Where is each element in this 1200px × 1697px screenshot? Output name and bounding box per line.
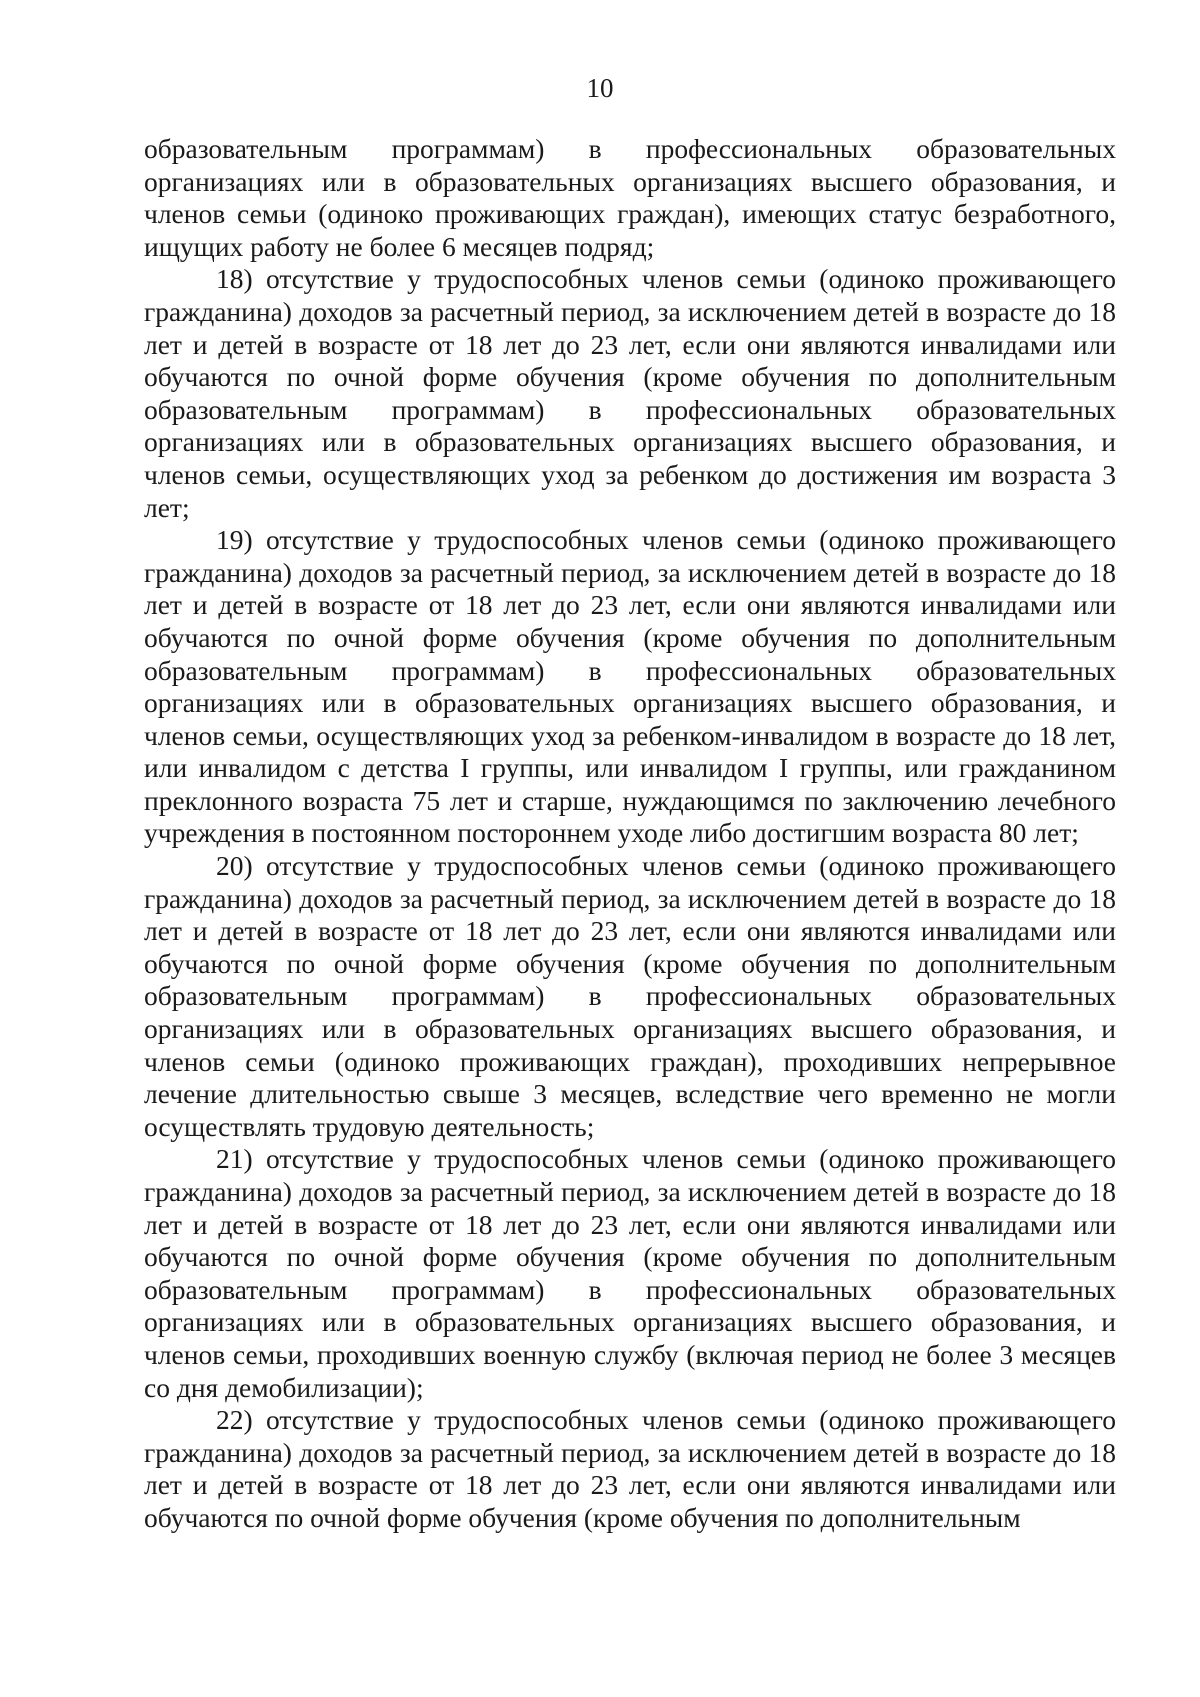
page-number: 10 [586, 73, 614, 103]
paragraph-item-18: 18) отсутствие у трудоспособных членов семьи (одиноко проживающего гражданина) доходов за расчетный период, за исключением детей в возрасте до 18 лет и детей в возрасте от 18 лет до 23 лет, если они являются инвалидами или обучаются по очной форме обучения (кроме обучения по дополнительным образовательным программам) в профессиональных образовательных организациях или в образовательных организациях высшего образования, и членов семьи, осуществляющих уход за ребенком до достижения им возраста 3 лет; [144, 263, 1116, 523]
document-body [144, 133, 1116, 1535]
paragraph-item-21: 21) отсутствие у трудоспособных членов семьи (одиноко проживающего гражданина) доходов за расчетный период, за исключением детей в возрасте до 18 лет и детей в возрасте от 18 лет до 23 лет, если они являются инвалидами или обучаются по очной форме обучения (кроме обучения по дополнительным образовательным программам) в профессиональных образовательных организациях или в образовательных организациях высшего образования, и членов семьи, проходивших военную службу (включая период не более 3 месяцев со дня демобилизации); [144, 1143, 1116, 1403]
paragraph-item-20: 20) отсутствие у трудоспособных членов семьи (одиноко проживающего гражданина) доходов за расчетный период, за исключением детей в возрасте до 18 лет и детей в возрасте от 18 лет до 23 лет, если они являются инвалидами или обучаются по очной форме обучения (кроме обучения по дополнительным образовательным программам) в профессиональных образовательных организациях или в образовательных организациях высшего образования, и членов семьи (одиноко проживающих граждан), проходивших непрерывное лечение длительностью свыше 3 месяцев, вследствие чего временно не могли осуществлять трудовую деятельность; [144, 850, 1116, 1142]
paragraph-item-22: 22) отсутствие у трудоспособных членов семьи (одиноко проживающего гражданина) доходов за расчетный период, за исключением детей в возрасте до 18 лет и детей в возрасте от 18 лет до 23 лет, если они являются инвалидами или обучаются по очной форме обучения (кроме обучения по дополнительным [144, 1404, 1116, 1533]
paragraph-item-19: 19) отсутствие у трудоспособных членов семьи (одиноко проживающего гражданина) доходов за расчетный период, за исключением детей в возрасте до 18 лет и детей в возрасте от 18 лет до 23 лет, если они являются инвалидами или обучаются по очной форме обучения (кроме обучения по дополнительным образовательным программам) в профессиональных образовательных организациях или в образовательных организациях высшего образования, и членов семьи, осуществляющих уход за ребенком-инвалидом в возрасте до 18 лет, или инвалидом с детства I группы, или инвалидом I группы, или гражданином преклонного возраста 75 лет и старше, нуждающимся по заключению лечебного учреждения в постоянном постороннем уходе либо достигшим возраста 80 лет; [144, 524, 1116, 849]
paragraph-continuation: образовательным программам) в профессиональных образовательных организациях или в образовательных организациях высшего образования, и членов семьи (одиноко проживающих граждан), имеющих статус безработного, ищущих работу не более 6 месяцев подряд; [144, 133, 1116, 262]
